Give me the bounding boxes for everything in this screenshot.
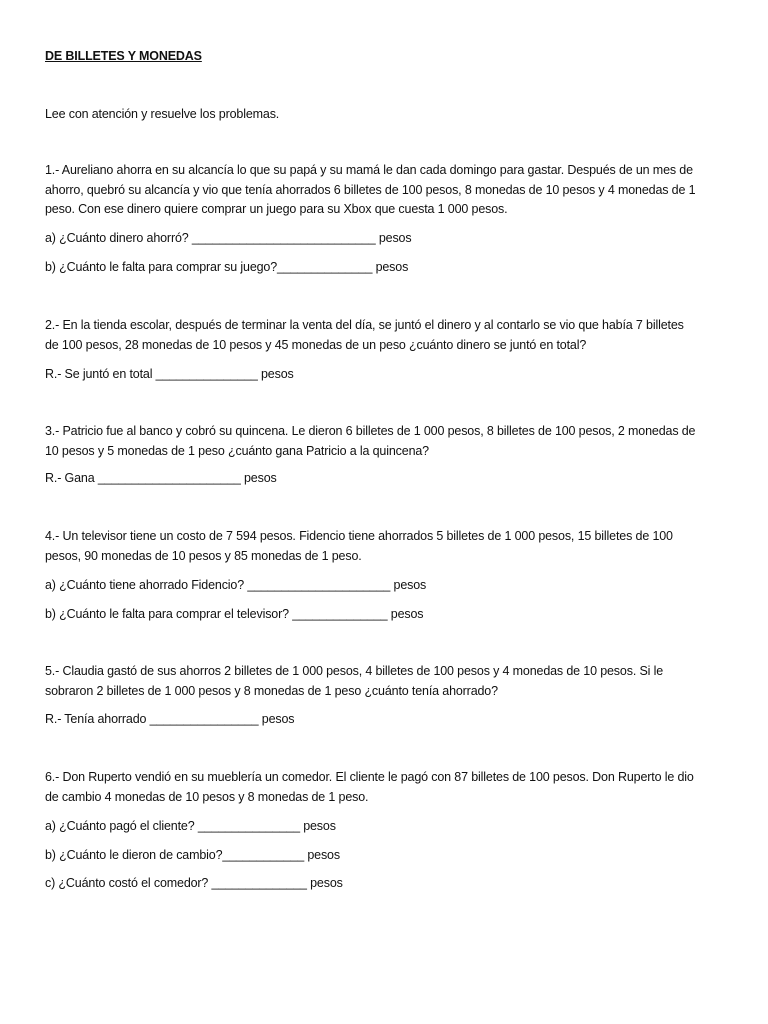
problem-4-answer-b: b) ¿Cuánto le falta para comprar el televisor? ______________ pesos <box>45 607 424 621</box>
problem-3-answer: R.- Gana _____________________ pesos <box>45 471 277 485</box>
problem-3-line-2: 10 pesos y 5 monedas de 1 peso ¿cuánto gana Patricio a la quincena? <box>45 443 429 458</box>
problem-1-line-1: 1.- Aureliano ahorra en su alcancía lo que su papá y su mamá le dan cada domingo para gastar. Después de un mes de <box>45 163 693 177</box>
problem-6-statement <box>45 768 725 807</box>
problem-4-statement <box>45 527 725 566</box>
page-title: DE BILLETES Y MONEDAS <box>45 49 202 63</box>
instructions: Lee con atención y resuelve los problemas. <box>45 107 280 121</box>
problem-1-answer-b: b) ¿Cuánto le falta para comprar su juego?______________ pesos <box>45 260 409 274</box>
problem-3-line-1: 3.- Patricio fue al banco y cobró su quincena. Le dieron 6 billetes de 1 000 pesos, 8 billetes de 100 pesos, 2 monedas de <box>45 424 696 438</box>
problem-5-answer: R.- Tenía ahorrado ________________ pesos <box>45 712 295 726</box>
problem-1-statement <box>45 161 725 220</box>
problem-6-answer-c: c) ¿Cuánto costó el comedor? ______________ pesos <box>45 876 343 890</box>
problem-2-answer: R.- Se juntó en total _______________ pesos <box>45 367 294 381</box>
problem-6-line-2: de cambio 4 monedas de 10 pesos y 8 monedas de 1 peso. <box>45 789 369 804</box>
problem-3-statement <box>45 422 725 461</box>
problem-4-line-2: pesos, 90 monedas de 10 pesos y 85 monedas de 1 peso. <box>45 548 362 563</box>
problem-4-answer-a: a) ¿Cuánto tiene ahorrado Fidencio? _____________________ pesos <box>45 578 427 592</box>
problem-1-line-2: ahorro, quebró su alcancía y vio que tenía ahorrados 6 billetes de 100 pesos, 8 monedas de 10 pesos y 4 monedas de 1 <box>45 182 696 197</box>
problem-2-line-2: de 100 pesos, 28 monedas de 10 pesos y 45 monedas de un peso ¿cuánto dinero se juntó en total? <box>45 337 587 352</box>
problem-4-line-1: 4.- Un televisor tiene un costo de 7 594 pesos. Fidencio tiene ahorrados 5 billetes de 1 000 pesos, 15 billetes de 100 <box>45 529 673 543</box>
problem-2-line-1: 2.- En la tienda escolar, después de terminar la venta del día, se juntó el dinero y al contarlo se vio que había 7 billetes <box>45 318 684 332</box>
problem-2-statement <box>45 316 725 355</box>
problem-5-line-2: sobraron 2 billetes de 1 000 pesos y 8 monedas de 1 peso ¿cuánto tenía ahorrado? <box>45 683 498 698</box>
problem-5-statement <box>45 662 725 701</box>
problem-5-line-1: 5.- Claudia gastó de sus ahorros 2 billetes de 1 000 pesos, 4 billetes de 100 pesos y 4 monedas de 10 pesos. Si le <box>45 664 664 678</box>
problem-1-answer-a: a) ¿Cuánto dinero ahorró? ___________________________ pesos <box>45 231 412 245</box>
problem-6-answer-a: a) ¿Cuánto pagó el cliente? _______________ pesos <box>45 819 336 833</box>
problem-6-line-1: 6.- Don Ruperto vendió en su mueblería un comedor. El cliente le pagó con 87 billetes de 100 pesos. Don Ruperto le dio <box>45 770 694 784</box>
problem-1-line-3: peso. Con ese dinero quiere comprar un juego para su Xbox que cuesta 1 000 pesos. <box>45 202 508 216</box>
problem-6-answer-b: b) ¿Cuánto le dieron de cambio?____________ pesos <box>45 848 340 862</box>
